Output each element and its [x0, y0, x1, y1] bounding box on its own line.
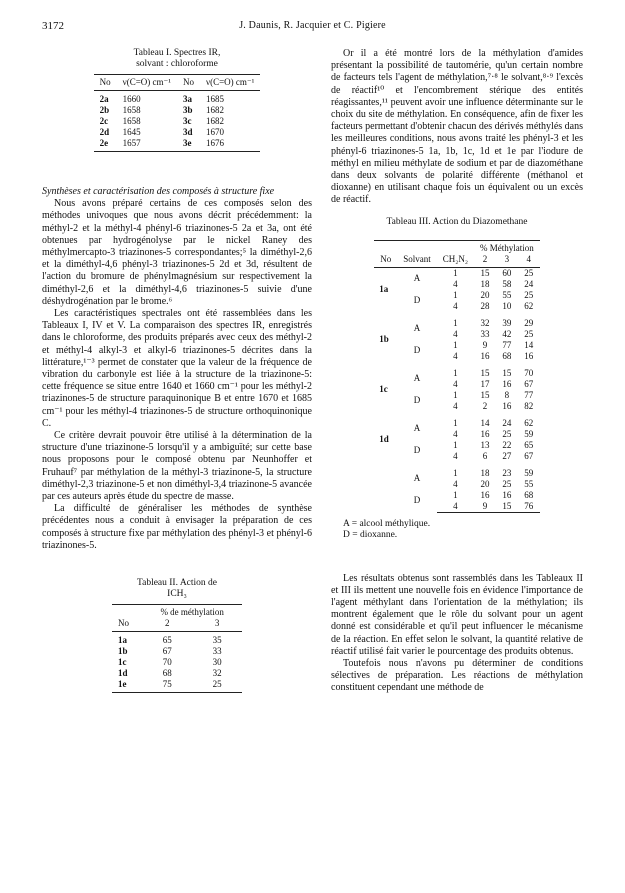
- table-cell: 76: [518, 501, 540, 513]
- paragraph: Or il a été montré lors de la méthylation d'amides présentant la possibilité de tautomérie, qu'un certain nombre de facteurs tels l'agent de méthylation,⁷·⁸ le solvant,⁸·⁹ l'excès de réactif¹⁰ et l'encombrement stérique des entités réagissantes,¹¹ peuvent avoir une influence déterminante sur le choix du site de méthylation. En conséquence, afin de fixer les facteurs permettant d'obtenir chacun des dérivés méthylés dans les meilleures conditions, nous avons traité les phényl-3 et les phényl-6 triazinones-5 1a, 1b, 1c, 1d et 1e par l'iodure de méthyl en milieu méthylate de sodium et par de diazométhane dans deux solvants de polarité différente (méthanol et dioxanne) en utilisant chaque fois un équivalent ou un excès de réactif.: [331, 48, 583, 206]
- compound-label: [374, 462, 397, 513]
- table-cell: 16: [480, 350, 490, 361]
- table-cell: 1: [453, 267, 458, 278]
- table3-header: No: [374, 254, 397, 268]
- table-cell: 1d: [118, 668, 128, 679]
- paragraph: Les résultats obtenus sont rassemblés dans les Tableaux II et III ils mettent une nouvelle fois en évidence l'importance de l'agent méthylant dans l'orientation de la méthylation; ils montrent également que le rôle du solvant pour un agent donné est considérable et qu'il peut influencer le mécanisme de la réaction. En effet selon le solvant, la quantité relative de réactif utilisé fait varier le pourcentage des produits obtenus.: [331, 572, 583, 657]
- table3-block: [331, 217, 583, 541]
- table1-header: No: [177, 75, 200, 91]
- table-cell: 42: [502, 328, 512, 339]
- table-row: [374, 412, 540, 429]
- table-cell: 15: [480, 267, 490, 278]
- solvent-cell: D: [413, 395, 421, 406]
- paragraph: Ce critère devrait pouvoir être utilisé à la détermination de la structure d'une triazinone-5 lorsqu'il y a ambiguïté; sur cette base nous proposons pour le composé obtenu par Neunhoffer et Fruhauf⁷ par méthylation de la méthyl-3 triazinone-5, la structure diméthyl-2,3 triazinone-5 et non diméthyl-3,4 triazinone-5 avancée par ces auteurs après étude du spectre de masse.: [42, 430, 312, 503]
- table-cell: 29: [524, 317, 534, 328]
- table-cell: 59: [524, 467, 534, 478]
- table-row: [374, 490, 540, 501]
- table-cell: 1682: [206, 105, 224, 115]
- table-row: [112, 632, 242, 647]
- table-cell: 25: [502, 478, 512, 489]
- table-cell: 4: [453, 428, 458, 439]
- table-cell: 70: [162, 657, 172, 668]
- table2-group-header: % de méthylation: [142, 605, 242, 619]
- table-cell: 1: [453, 467, 458, 478]
- table-row: [94, 105, 261, 116]
- solvent-cell: D: [413, 295, 421, 306]
- paragraph: La difficulté de généraliser les méthodes de synthèse précédentes nous a conduit à envisager la préparation de ces composés à structure fixe par méthylation des phényl-3 et phényl-6 triazinones-5.: [42, 503, 312, 551]
- table-cell: 1658: [122, 116, 141, 126]
- table-cell: 60: [502, 267, 512, 278]
- table-row: [94, 138, 261, 152]
- left-column: [42, 48, 312, 693]
- compound-label: 1c: [379, 384, 388, 395]
- table-cell: 16: [480, 489, 490, 500]
- table-cell: 68: [162, 668, 172, 679]
- table-cell: 1676: [200, 138, 260, 152]
- table-cell: 6: [482, 450, 488, 461]
- table-cell: 33: [480, 328, 490, 339]
- table1-header: ν(C=O) cm⁻¹: [117, 75, 177, 91]
- table-cell: 1670: [206, 127, 224, 137]
- solvent-cell: A: [413, 423, 421, 434]
- table3-header: 3: [496, 254, 518, 268]
- table-cell: 65: [524, 439, 534, 450]
- table-row: [112, 668, 242, 679]
- table-cell: 9: [474, 501, 496, 513]
- table3-group-header: % Méthylation: [474, 240, 540, 254]
- table-cell: 55: [502, 289, 512, 300]
- solvent-cell: D: [413, 445, 421, 456]
- table-cell: 13: [480, 439, 490, 450]
- table-cell: 3a: [183, 94, 192, 104]
- table-cell: 65: [162, 635, 172, 646]
- paragraph: Nous avons préparé certains de ces composés selon des méthodes univoques que nous avons décrit précédemment: la méthyl-2 et la méthyl-4 phényl-6 triazinones-5 2a et 3a, ont été obtenues par hydrogénolyse par le nickel Raney des méthylmercapto-3 triazinones-5 correspondantes;⁵ la diméthyl-2,6 et la diméthyl-4,6 phényl-3 triazinones-5 2d et 3d, résultent de l'action du bromure de phénylmagnésium sur respectivement la diméthyl-2,6 et la diméthyl-4,6 triazinones-5 suivie d'une déshydrogénation par le brome.⁶: [42, 198, 312, 307]
- table2-block: [42, 578, 312, 693]
- table-row: [374, 267, 540, 279]
- table1-header: ν(C=O) cm⁻¹: [200, 75, 260, 91]
- table-cell: 16: [502, 378, 512, 389]
- table-cell: 15: [480, 389, 490, 400]
- table1-ir-spectra: [94, 74, 261, 152]
- table3-header: Solvant: [397, 254, 437, 268]
- table-row: [374, 390, 540, 401]
- table-cell: 20: [480, 478, 490, 489]
- table-cell: 16: [480, 428, 490, 439]
- table-cell: 67: [524, 450, 534, 461]
- table-cell: 4: [453, 350, 458, 361]
- table2-header: No: [112, 618, 142, 632]
- table-cell: 2b: [99, 105, 110, 115]
- table-cell: 4: [453, 278, 458, 289]
- table3-header: 4: [518, 254, 540, 268]
- table-row: [374, 312, 540, 329]
- table-cell: 67: [162, 646, 172, 657]
- table-cell: 67: [524, 378, 534, 389]
- running-title: J. Daunis, R. Jacquier et C. Pigiere: [239, 20, 386, 31]
- table-cell: 3d: [183, 127, 193, 137]
- table-cell: 1: [453, 339, 458, 350]
- table-cell: 20: [480, 289, 490, 300]
- table-cell: 25: [524, 328, 534, 339]
- table-cell: 14: [524, 339, 534, 350]
- table3-note: A = alcool méthylique.: [343, 518, 431, 529]
- table-cell: 22: [502, 439, 512, 450]
- table1-caption: Tableau I. Spectres IR,: [133, 48, 221, 58]
- table-cell: 33: [212, 646, 222, 657]
- table-cell: 18: [480, 467, 490, 478]
- table3-header: CH₂N₂: [437, 254, 474, 268]
- table-cell: 24: [524, 278, 534, 289]
- table-cell: 16: [502, 489, 512, 500]
- solvent-cell: A: [413, 373, 421, 384]
- table-cell: 9: [482, 339, 488, 350]
- section-title: Synthèses et caractérisation des composés à structure fixe: [42, 186, 275, 197]
- table-cell: 2: [482, 400, 488, 411]
- table-cell: 1660: [122, 94, 141, 104]
- table-cell: 15: [502, 367, 512, 378]
- table-cell: 18: [480, 278, 490, 289]
- table-cell: 1b: [118, 646, 128, 657]
- table-cell: 10: [502, 300, 512, 311]
- table-row: [374, 340, 540, 351]
- table-cell: 32: [212, 668, 222, 679]
- table-cell: 2c: [99, 116, 109, 126]
- table-cell: 16: [524, 350, 534, 361]
- table3-diazomethane: [374, 240, 540, 513]
- table-cell: 1: [453, 289, 458, 300]
- compound-label: 1d: [379, 434, 389, 445]
- table-cell: 2a: [99, 94, 109, 104]
- table-cell: 4: [453, 378, 458, 389]
- table3-header: 2: [474, 254, 496, 268]
- solvent-cell: D: [413, 495, 421, 506]
- page-header: [42, 20, 583, 36]
- table2-header: 3: [192, 618, 242, 632]
- table-cell: 1: [453, 439, 458, 450]
- table-cell: 3b: [183, 105, 193, 115]
- table-row: [374, 290, 540, 301]
- table-row: [374, 462, 540, 479]
- compound-label: 1b: [379, 334, 389, 345]
- paragraph: Les caractéristiques spectrales ont été rassemblées dans les Tableaux I, IV et V. La comparaison des spectres IR, enregistrés dans le chloroforme, des produits préparés avec ceux des méthyl-2 et méthyl-4 alkyl-3 et alkyl-6 triazinones-5 décrites dans la littérature,¹⁻³ permet de constater que la valeur de la fréquence de vibration du carbonyle est liée à la structure de la triazinone-5: cette fréquence se situe entre 1640 et 1660 cm⁻¹ pour les méthyl-2 triazinones-5 de structure paraquinonique B et entre 1670 et 1685 cm⁻¹ pour les méthyl-4 triazinones-5 de structure orthoquinonique C.: [42, 308, 312, 429]
- table-cell: 4: [453, 300, 458, 311]
- table-cell: 4: [453, 450, 458, 461]
- right-column: [331, 48, 583, 695]
- table-cell: 59: [524, 428, 534, 439]
- table-cell: 1: [453, 317, 458, 328]
- table-row: [94, 116, 261, 127]
- table-cell: 1682: [206, 116, 224, 126]
- table3-caption: Tableau III. Action du Diazomethane: [386, 216, 528, 227]
- page-number: 3172: [42, 20, 64, 32]
- table-cell: 55: [524, 478, 534, 489]
- table-cell: 25: [524, 267, 534, 278]
- paragraph: Toutefois nous n'avons pu déterminer de conditions sélectives de préparation. Les réactions de méthylation constituent cependant une méthode de: [331, 658, 583, 694]
- table-row: [112, 679, 242, 693]
- solvent-cell: A: [413, 323, 421, 334]
- table-cell: 1c: [118, 657, 127, 668]
- table1-header: No: [94, 75, 117, 91]
- table-cell: 15: [496, 501, 518, 513]
- table-row: [94, 127, 261, 138]
- table-cell: 70: [524, 367, 534, 378]
- table-cell: 1657: [117, 138, 177, 152]
- table-cell: 32: [480, 317, 490, 328]
- table-cell: 35: [212, 635, 222, 646]
- table2-caption-sub: ICH₃: [167, 589, 187, 600]
- table-cell: 15: [480, 367, 490, 378]
- table-cell: 4: [437, 501, 474, 513]
- table-cell: 4: [453, 328, 458, 339]
- table-cell: 68: [502, 350, 512, 361]
- table-cell: 62: [524, 300, 534, 311]
- table-cell: 1a: [118, 635, 127, 646]
- table-cell: 8: [504, 389, 510, 400]
- table-cell: 58: [502, 278, 512, 289]
- table-cell: 27: [502, 450, 512, 461]
- table2-ich3: [112, 604, 242, 693]
- table-row: [374, 440, 540, 451]
- table-row: [94, 91, 261, 106]
- table-cell: 28: [480, 300, 490, 311]
- solvent-cell: A: [413, 473, 421, 484]
- table2-caption: Tableau II. Action de: [136, 578, 218, 589]
- solvent-cell: A: [413, 273, 421, 284]
- table-cell: 75: [142, 679, 192, 693]
- table-cell: 30: [212, 657, 222, 668]
- table3-note: D = dioxanne.: [343, 529, 398, 540]
- table-cell: 4: [453, 400, 458, 411]
- table-cell: 25: [502, 428, 512, 439]
- table-cell: 1658: [122, 105, 141, 115]
- table-cell: 1: [453, 367, 458, 378]
- table-cell: 68: [524, 489, 534, 500]
- table-cell: 1685: [206, 94, 224, 104]
- solvent-cell: D: [413, 345, 421, 356]
- table-cell: 17: [480, 378, 490, 389]
- table-cell: 3e: [177, 138, 200, 152]
- table-cell: 1: [453, 489, 458, 500]
- table-cell: 2d: [99, 127, 110, 137]
- table2-header: 2: [142, 618, 192, 632]
- table-cell: 1e: [112, 679, 142, 693]
- table-cell: 77: [502, 339, 512, 350]
- table-row: [112, 657, 242, 668]
- table1-caption-sub: solvant : chloroforme: [136, 59, 218, 69]
- table-cell: 24: [502, 417, 512, 428]
- table-cell: 77: [524, 389, 534, 400]
- table-cell: 1645: [122, 127, 141, 137]
- table-cell: 4: [453, 478, 458, 489]
- compound-label: 1a: [379, 284, 389, 295]
- table-row: [112, 646, 242, 657]
- table-cell: 23: [502, 467, 512, 478]
- table-cell: 1: [453, 417, 458, 428]
- table-row: [374, 362, 540, 379]
- table-cell: 2e: [94, 138, 117, 152]
- table-cell: 62: [524, 417, 534, 428]
- table-cell: 14: [480, 417, 490, 428]
- table-cell: 16: [502, 400, 512, 411]
- table-cell: 1: [453, 389, 458, 400]
- table-cell: 39: [502, 317, 512, 328]
- table-cell: 25: [192, 679, 242, 693]
- table-cell: 3c: [183, 116, 192, 126]
- table-cell: 82: [524, 400, 534, 411]
- table-cell: 25: [524, 289, 534, 300]
